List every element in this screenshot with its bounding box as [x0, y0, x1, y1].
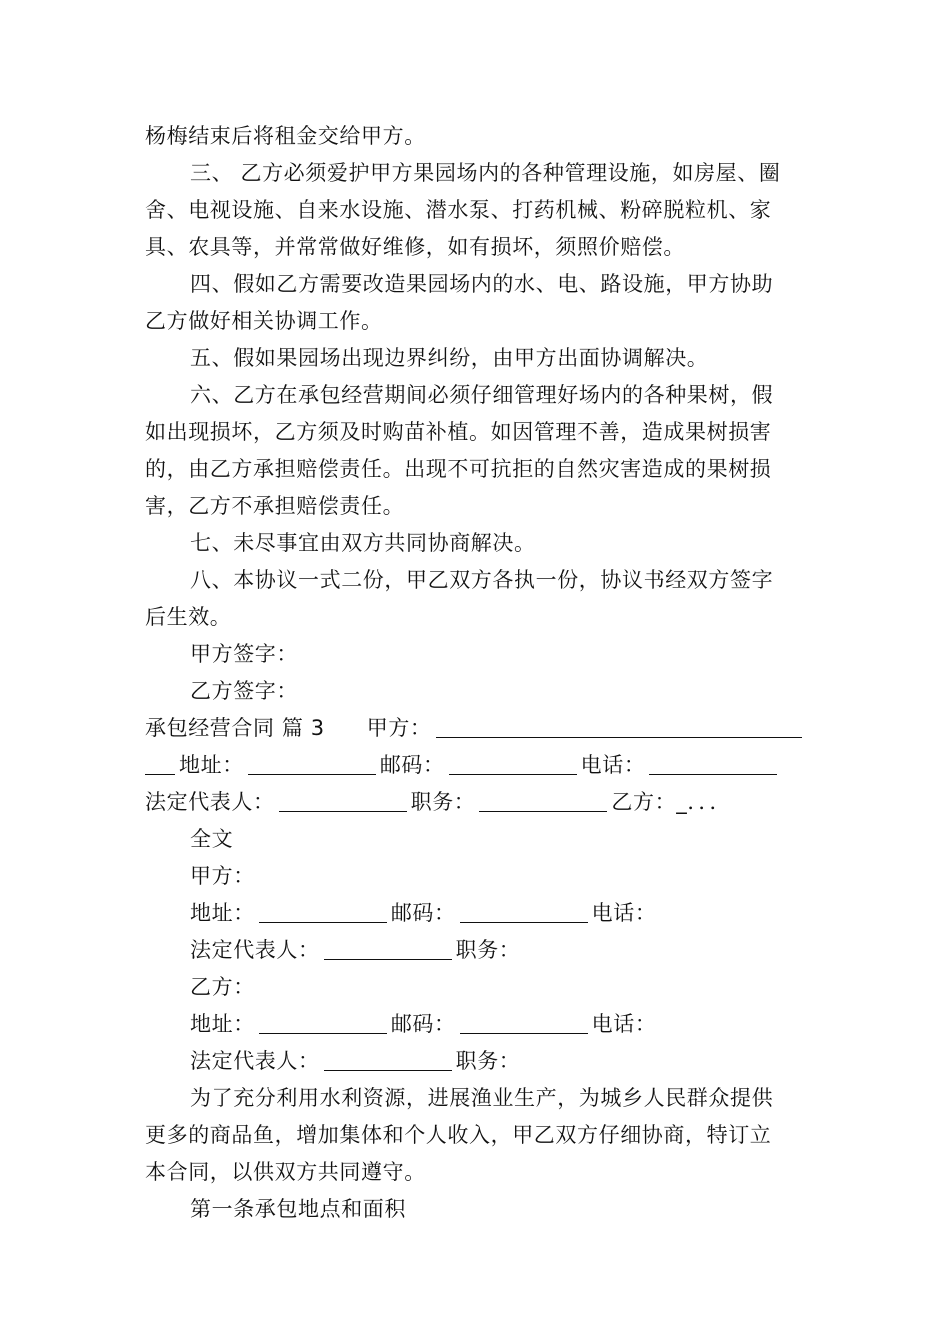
fulltext-party-b-rep [145, 1043, 810, 1080]
article-1-heading: 第一条承包地点和面积 [190, 1197, 406, 1221]
text-line: 乙方做好相关协调工作。 [145, 309, 383, 333]
contract-3-header [145, 710, 810, 747]
fulltext-party-a: 甲方： [190, 864, 255, 888]
fulltext-party-a-contact [145, 895, 810, 932]
text-line: 后生效。 [145, 605, 232, 629]
legal-rep-blank [279, 789, 407, 812]
party-b-signature: 乙方签字： [190, 679, 298, 703]
party-a-label: 甲方： [366, 716, 432, 740]
address-label: 地址： [190, 901, 255, 925]
phone-label: 电话： [591, 1012, 657, 1036]
party-a-blank [436, 715, 802, 738]
position-label: 职务： [455, 1049, 521, 1073]
text-line: 如出现损坏，乙方须及时购苗补植。如因管理不善，造成果树损害 [145, 420, 772, 444]
fulltext-label: 全文 [190, 827, 234, 851]
contract-3-contact-line [145, 747, 810, 784]
fulltext-party-b-contact [145, 1006, 810, 1043]
fulltext-party-a-rep [145, 932, 810, 969]
text-line: 舍、电视设施、自来水设施、潜水泵、打药机械、粉碎脱粒机、家 [145, 198, 772, 222]
text-line: 害，乙方不承担赔偿责任。 [145, 494, 405, 518]
address-blank [259, 1011, 387, 1034]
preamble-line: 更多的商品鱼，增加集体和个人收入，甲乙双方仔细协商，特订立 [145, 1123, 772, 1147]
phone-label: 电话： [591, 901, 657, 925]
document-page [145, 118, 810, 1228]
position-label: 职务： [455, 938, 521, 962]
legal-rep-blank [324, 937, 452, 960]
position-label: 职务： [410, 790, 476, 814]
fulltext-party-b: 乙方： [190, 975, 255, 999]
postcode-blank [460, 900, 588, 923]
clause-4: 四、假如乙方需要改造果园场内的水、电、路设施，甲方协助 [190, 272, 774, 296]
address-blank [248, 752, 376, 775]
party-b-label: 乙方： [611, 790, 677, 814]
legal-rep-blank [324, 1048, 452, 1071]
legal-rep-label: 法定代表人： [190, 938, 320, 962]
clause-7: 七、未尽事宜由双方共同协商解决。 [190, 531, 536, 555]
postcode-blank [460, 1011, 588, 1034]
contract-3-rep-line [145, 784, 810, 821]
legal-rep-label: 法定代表人： [190, 1049, 320, 1073]
postcode-label: 邮码： [390, 901, 456, 925]
postcode-label: 邮码： [379, 753, 445, 777]
text-line: 具、农具等，并常常做好维修，如有损坏，须照价赔偿。 [145, 235, 685, 259]
phone-label: 电话： [580, 753, 646, 777]
text-line: 的，由乙方承担赔偿责任。出现不可抗拒的自然灾害造成的果树损 [145, 457, 772, 481]
address-blank [259, 900, 387, 923]
contract-title: 承包经营合同 篇 3 [145, 716, 325, 740]
postcode-label: 邮码： [390, 1012, 456, 1036]
blank-line [145, 752, 175, 775]
address-label: 地址： [190, 1012, 255, 1036]
clause-6: 六、乙方在承包经营期间必须仔细管理好场内的各种果树，假 [190, 383, 774, 407]
position-blank [479, 789, 607, 812]
legal-rep-label: 法定代表人： [145, 790, 275, 814]
preamble-line: 本合同，以供双方共同遵守。 [145, 1160, 426, 1184]
clause-5: 五、假如果园场出现边界纠纷，由甲方出面协调解决。 [190, 346, 709, 370]
text-line: 杨梅结束后将租金交给甲方。 [145, 124, 426, 148]
phone-blank [649, 752, 777, 775]
party-a-signature: 甲方签字： [190, 642, 298, 666]
address-label: 地址： [179, 753, 244, 777]
preamble-line: 为了充分利用水利资源，进展渔业生产，为城乡人民群众提供 [190, 1086, 774, 1110]
clause-8: 八、本协议一式二份，甲乙双方各执一份，协议书经双方签字 [190, 568, 774, 592]
clause-3: 三、 乙方必须爱护甲方果园场内的各种管理设施，如房屋、圈 [190, 161, 781, 185]
ellipsis-trail: _．．． [676, 790, 732, 814]
postcode-blank [449, 752, 577, 775]
